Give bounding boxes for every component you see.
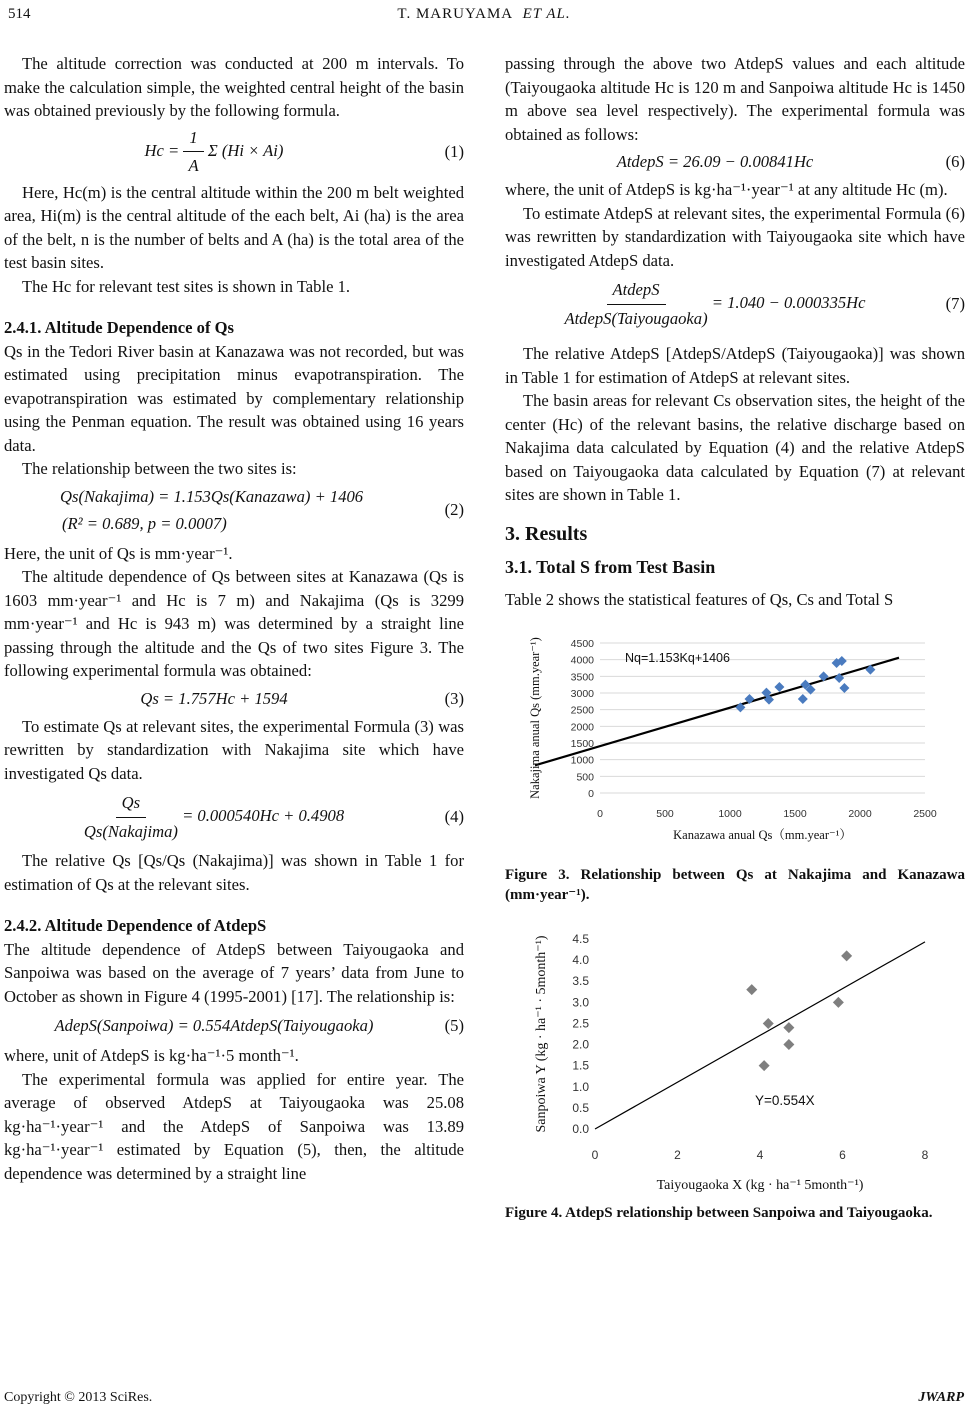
x-tick-label: 6 (839, 1148, 846, 1162)
y-axis-label: Sanpoiwa Y (kg · ha⁻¹ · 5month⁻¹) (534, 935, 549, 1133)
right-column (505, 52, 965, 1223)
y-tick-label: 3.5 (572, 974, 589, 989)
equation-6: AtdepS = 26.09 − 0.00841Hc (6) (616, 152, 965, 172)
equation-7: $\frac{\text{AtdepS}}{\text{AtdepS(Taiyougaoka)}}$ = 1.040 − 0.000335Hc (7) (564, 280, 965, 328)
section-heading: 2.4.2. Altitude Dependence of AtdepS (4, 916, 267, 935)
paragraph: To estimate AtdepS at relevant sites, the experimental Formula (6) was rewritten by standardization with Taiyougaoka site which have investigated AtdepS data. (505, 203, 965, 270)
y-tick-label: 0 (588, 788, 594, 800)
section-heading: 3. Results (505, 522, 588, 545)
section-heading: 3.1. Total S from Test Basin (505, 557, 716, 577)
equation-5: AdepS(Sanpoiwa) = 0.554AtdepS(Taiyougaoka) (5) (54, 1016, 464, 1036)
y-tick-label: 2.0 (572, 1037, 589, 1052)
paragraph: where, the unit of AtdepS is kg·ha⁻¹·year⁻¹ at any altitude Hc (m). (505, 180, 948, 199)
y-tick-label: 3000 (570, 688, 594, 700)
data-point (798, 694, 808, 704)
y-tick-label: 0.5 (572, 1100, 589, 1115)
left-column (4, 52, 464, 1185)
y-tick-label: 3.0 (572, 995, 589, 1010)
running-title: T. MARUYAMA ET AL. (397, 6, 571, 22)
paragraph: Here, the unit of Qs is mm·year⁻¹. (4, 543, 233, 563)
equation-annotation: Y=0.554X (755, 1093, 815, 1108)
data-point (783, 1039, 794, 1050)
y-tick-label: 2.5 (572, 1016, 589, 1031)
copyright: Copyright © 2013 SciRes. (4, 1390, 153, 1405)
y-tick-label: 4.5 (572, 932, 589, 946)
figure-4-chart (505, 923, 965, 1193)
data-point (759, 1060, 770, 1071)
paragraph: To estimate Qs at relevant sites, the experimental Formula (3) was rewritten by standardization with Nakajima site which have investigated Qs data. (4, 716, 464, 783)
x-tick-label: 4 (756, 1148, 764, 1162)
y-axis-label: Nakajima anual Qs (mm.year⁻¹) (528, 637, 542, 799)
x-tick-label: 500 (656, 808, 674, 820)
figure-4-caption: Figure 4. AtdepS relationship between Sanpoiwa and Taiyougaoka. (505, 1205, 933, 1221)
equation-4: $\frac{Qs}{\text{Qs(Nakajima)}}$ = 0.000540Hc + 0.4908 (4) (83, 793, 464, 841)
paragraph: The basin areas for relevant Cs observation sites, the height of the center (Hc) of the relevant basins, the relative discharge based on Nakajima data calculated by Equation (4) and the relative AtdepS based on Taiyougaoka data calculated by Equation (7) at relevant sites are shown in Table 1. (505, 391, 965, 504)
y-tick-label: 3500 (570, 671, 594, 684)
data-point (783, 1022, 794, 1033)
paragraph: where, unit of AtdepS is kg·ha⁻¹·5 month⁻¹. (4, 1046, 299, 1065)
paragraph: passing through the above two AtdepS values and each altitude (Taiyougaoka altitude Hc is 120 m and Sanpoiwa altitude Hc is 1450 m above sea level respectively). The experimental formula was obtained as follows: (505, 54, 965, 144)
paragraph: The altitude dependence of AtdepS between Taiyougaoka and Sanpoiwa was based on the average of 7 years’ data from June to October as shown in Figure 4 (1995-2001) [17]. The relationship is: (4, 939, 464, 1006)
paragraph: The experimental formula was applied for entire year. The average of observed AtdepS at Taiyougaoka was 25.08 kg·ha⁻¹·year⁻¹ and the AtdepS of Sanpoiwa was 13.89 kg·ha⁻¹·year⁻¹ estimated by Equation (5), then, the altitude dependence was determined by a straight line (4, 1069, 464, 1183)
paragraph: The relationship between the two sites is: (22, 459, 297, 478)
y-tick-label: 4500 (570, 638, 594, 650)
y-tick-label: 1500 (570, 738, 594, 750)
journal-name: JWARP (918, 1390, 964, 1405)
x-tick-label: 2500 (913, 808, 937, 820)
figure-3-chart (505, 627, 965, 857)
data-point (833, 997, 844, 1008)
figure-3-caption: Figure 3. Relationship between Qs at Nakajima and Kanazawa (mm·year⁻¹). (505, 867, 965, 903)
x-tick-label: 0 (591, 1148, 599, 1162)
data-point (841, 950, 852, 961)
y-tick-label: 500 (576, 771, 594, 784)
paragraph: The relative Qs [Qs/Qs (Nakajima)] was shown in Table 1 for estimation of Qs at the relevant sites. (4, 851, 464, 894)
x-tick-label: 2000 (848, 808, 872, 820)
page-number: 514 (8, 6, 31, 22)
y-tick-label: 0.0 (572, 1122, 589, 1136)
x-tick-label: 1500 (783, 808, 807, 820)
x-axis-label: Kanazawa anual Qs（mm.year⁻¹） (673, 828, 852, 842)
y-tick-label: 1.5 (572, 1058, 589, 1073)
paragraph: The altitude dependence of Qs between sites at Kanazawa (Qs is 1603 mm·year⁻¹ and Hc is 7 m) and Nakajima (Qs is 3299 mm·year⁻¹ and Hc is 943 m) was determined by a straight line passing through the altitude and the Qs of two sites Figure 3. The following experimental formula was obtained: (4, 567, 464, 680)
paragraph: The altitude correction was conducted at 200 m intervals. To make the calculation simple, the weighted central height of the basin was obtained previously by the following formula. (4, 54, 464, 120)
data-point (839, 683, 849, 693)
y-tick-label: 2000 (570, 721, 594, 734)
paragraph: Qs in the Tedori River basin at Kanazawa was not recorded, but was estimated using precipitation minus evapotranspiration. The evapotranspiration was estimated by complementary relationship using the Penman equation. The result was obtained using 16 years data. (4, 341, 464, 455)
x-axis-label: Taiyougaoka X (kg · ha⁻¹ 5month⁻¹) (656, 1178, 864, 1193)
paragraph: Table 2 shows the statistical features of Qs, Cs and Total S (505, 589, 894, 609)
figure-4 (505, 923, 965, 1193)
equation-annotation: Nq=1.153Kq+1406 (625, 651, 730, 665)
paragraph: The Hc for relevant test sites is shown in Table 1. (22, 276, 351, 296)
y-tick-label: 2500 (570, 704, 594, 717)
paragraph: Here, Hc(m) is the central altitude within the 200 m belt weighted area, Hi(m) is the central altitude of the each belt, Ai (ha) is the area of the belt, n is the number of belts and A (ha) is the total area of the test basin sites. (4, 182, 464, 272)
equation-1: Hc = $\frac{1}{A}$ Σ (Hi × Ai) (1) (144, 127, 464, 175)
equation-2: Qs(Nakajima) = 1.153Qs(Kanazawa) + 1406 (R² = 0.689, p = 0.0007) (2) (60, 486, 464, 533)
section-heading: 2.4.1. Altitude Dependence of Qs (4, 318, 235, 337)
y-tick-label: 4000 (570, 654, 594, 667)
equation-3: Qs = 1.757Hc + 1594 (3) (140, 688, 464, 708)
x-tick-label: 2 (674, 1148, 681, 1162)
paragraph: The relative AtdepS [AtdepS/AtdepS (Taiyougaoka)] was shown in Table 1 for estimation of AtdepS at relevant sites. (505, 344, 965, 387)
figure-3 (505, 627, 965, 857)
page-header (8, 6, 960, 28)
y-tick-label: 1000 (570, 754, 594, 767)
x-tick-label: 8 (921, 1148, 929, 1162)
data-point (774, 682, 784, 692)
x-tick-label: 1000 (718, 808, 742, 820)
x-tick-label: 0 (597, 808, 603, 820)
y-tick-label: 1.0 (572, 1079, 589, 1094)
y-tick-label: 4.0 (572, 953, 589, 968)
data-point (746, 984, 757, 995)
data-point (763, 1018, 774, 1029)
